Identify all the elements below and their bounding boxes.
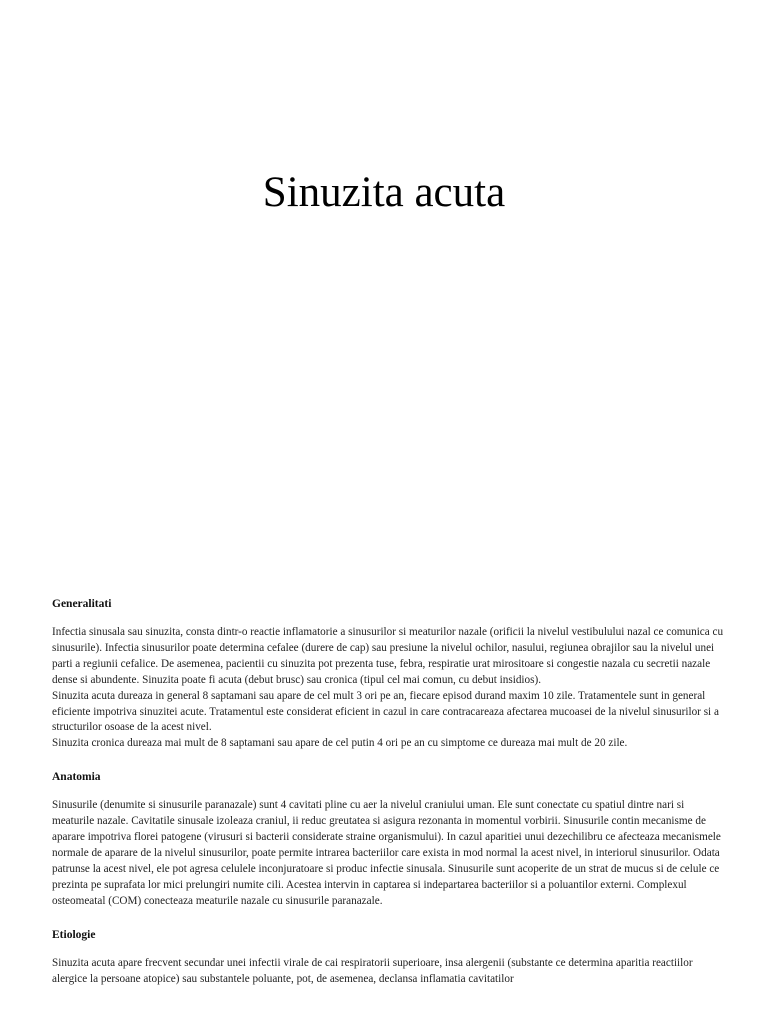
paragraph-generalitati-3: Sinuzita cronica dureaza mai mult de 8 saptamani sau apare de cel putin 4 ori pe an cu simptome ce dureaza mai mult de 20 zile.	[52, 737, 628, 750]
document-title: Sinuzita acuta	[262, 169, 506, 216]
section-heading-generalitati: Generalitati	[52, 598, 112, 610]
section-heading-anatomia: Anatomia	[52, 771, 101, 784]
paragraph-generalitati-1: Infectia sinusala sau sinuzita, consta dintr-o reactie inflamatorie a sinusurilor si meaturilor nazale (orificii la nivelul vestibulului nazal ce comunica cu sinusurile). Infectia sinusurilor poate determina cefalee (durere de cap) sau presiune la nivelul ochilor, nasului, regiunea obrajilor sau la nivelul unei parti a regiunii cefalice. De asemenea, pacientii cu sinuzita pot prezenta tuse, febra, respiratie urat mirositoare si congestie nazala cu secretii nazale dense si abundente. Sinuzita poate fi acuta (debut brusc) sau cronica (tipul cel mai comun, cu debut insidios).	[52, 626, 724, 686]
paragraph-etiologie-1: Sinuzita acuta apare frecvent secundar unei infectii virale de cai respiratorii superioare, insa alergenii (substante ce determina aparitia reactiilor alergice la persoane atopice) sau substantele poluante, pot, de asemenea, declansa inflamatia cavitatilor	[52, 956, 693, 985]
section-heading-etiologie: Etiologie	[52, 928, 96, 941]
paragraph-anatomia-1: Sinusurile (denumite si sinusurile paranazale) sunt 4 cavitati pline cu aer la nivelul craniului uman. Ele sunt conectate cu spatiul dintre nari si meaturile nazale. Cavitatile sinusale izoleaza craniul, ii reduc greutatea si asigura rezonanta in momentul vorbirii. Sinusurile contin mecanisme de aparare impotriva florei patogene (virusuri si bacterii considerate straine organismului). In cazul aparitiei unui dezechilibru ce afecteaza mecanismele normale de aparare de la nivelul sinusurilor, poate permite intrarea bacteriilor care exista in mod normal la acest nivel, in interiorul sinusurilor. Odata patrunse la acest nivel, ele pot agresa celulele inconjuratoare si produc infectie sinusala. Sinusurile sunt acoperite de un strat de mucus si de celule ce prezinta pe suprafata lor mici prelungiri numite cili. Acestea intervin in captarea si indepartarea bacteriilor si a poluantilor externi. Complexul osteomeatal (COM) conecteaza meaturile nazale cu sinusurile paranazale.	[52, 799, 721, 907]
document-body	[52, 596, 724, 987]
paragraph-generalitati-2: Sinuzita acuta dureaza in general 8 saptamani sau apare de cel mult 3 ori pe an, fiecare episod durand maxim 10 zile. Tratamentele sunt in general eficiente impotriva sinuzitei acute. Tratamentul este considerat eficient in cazul in care contracareaza afectarea mucoasei de la nivelul sinusurilor si a structurilor osoase de la acest nivel.	[52, 689, 719, 734]
